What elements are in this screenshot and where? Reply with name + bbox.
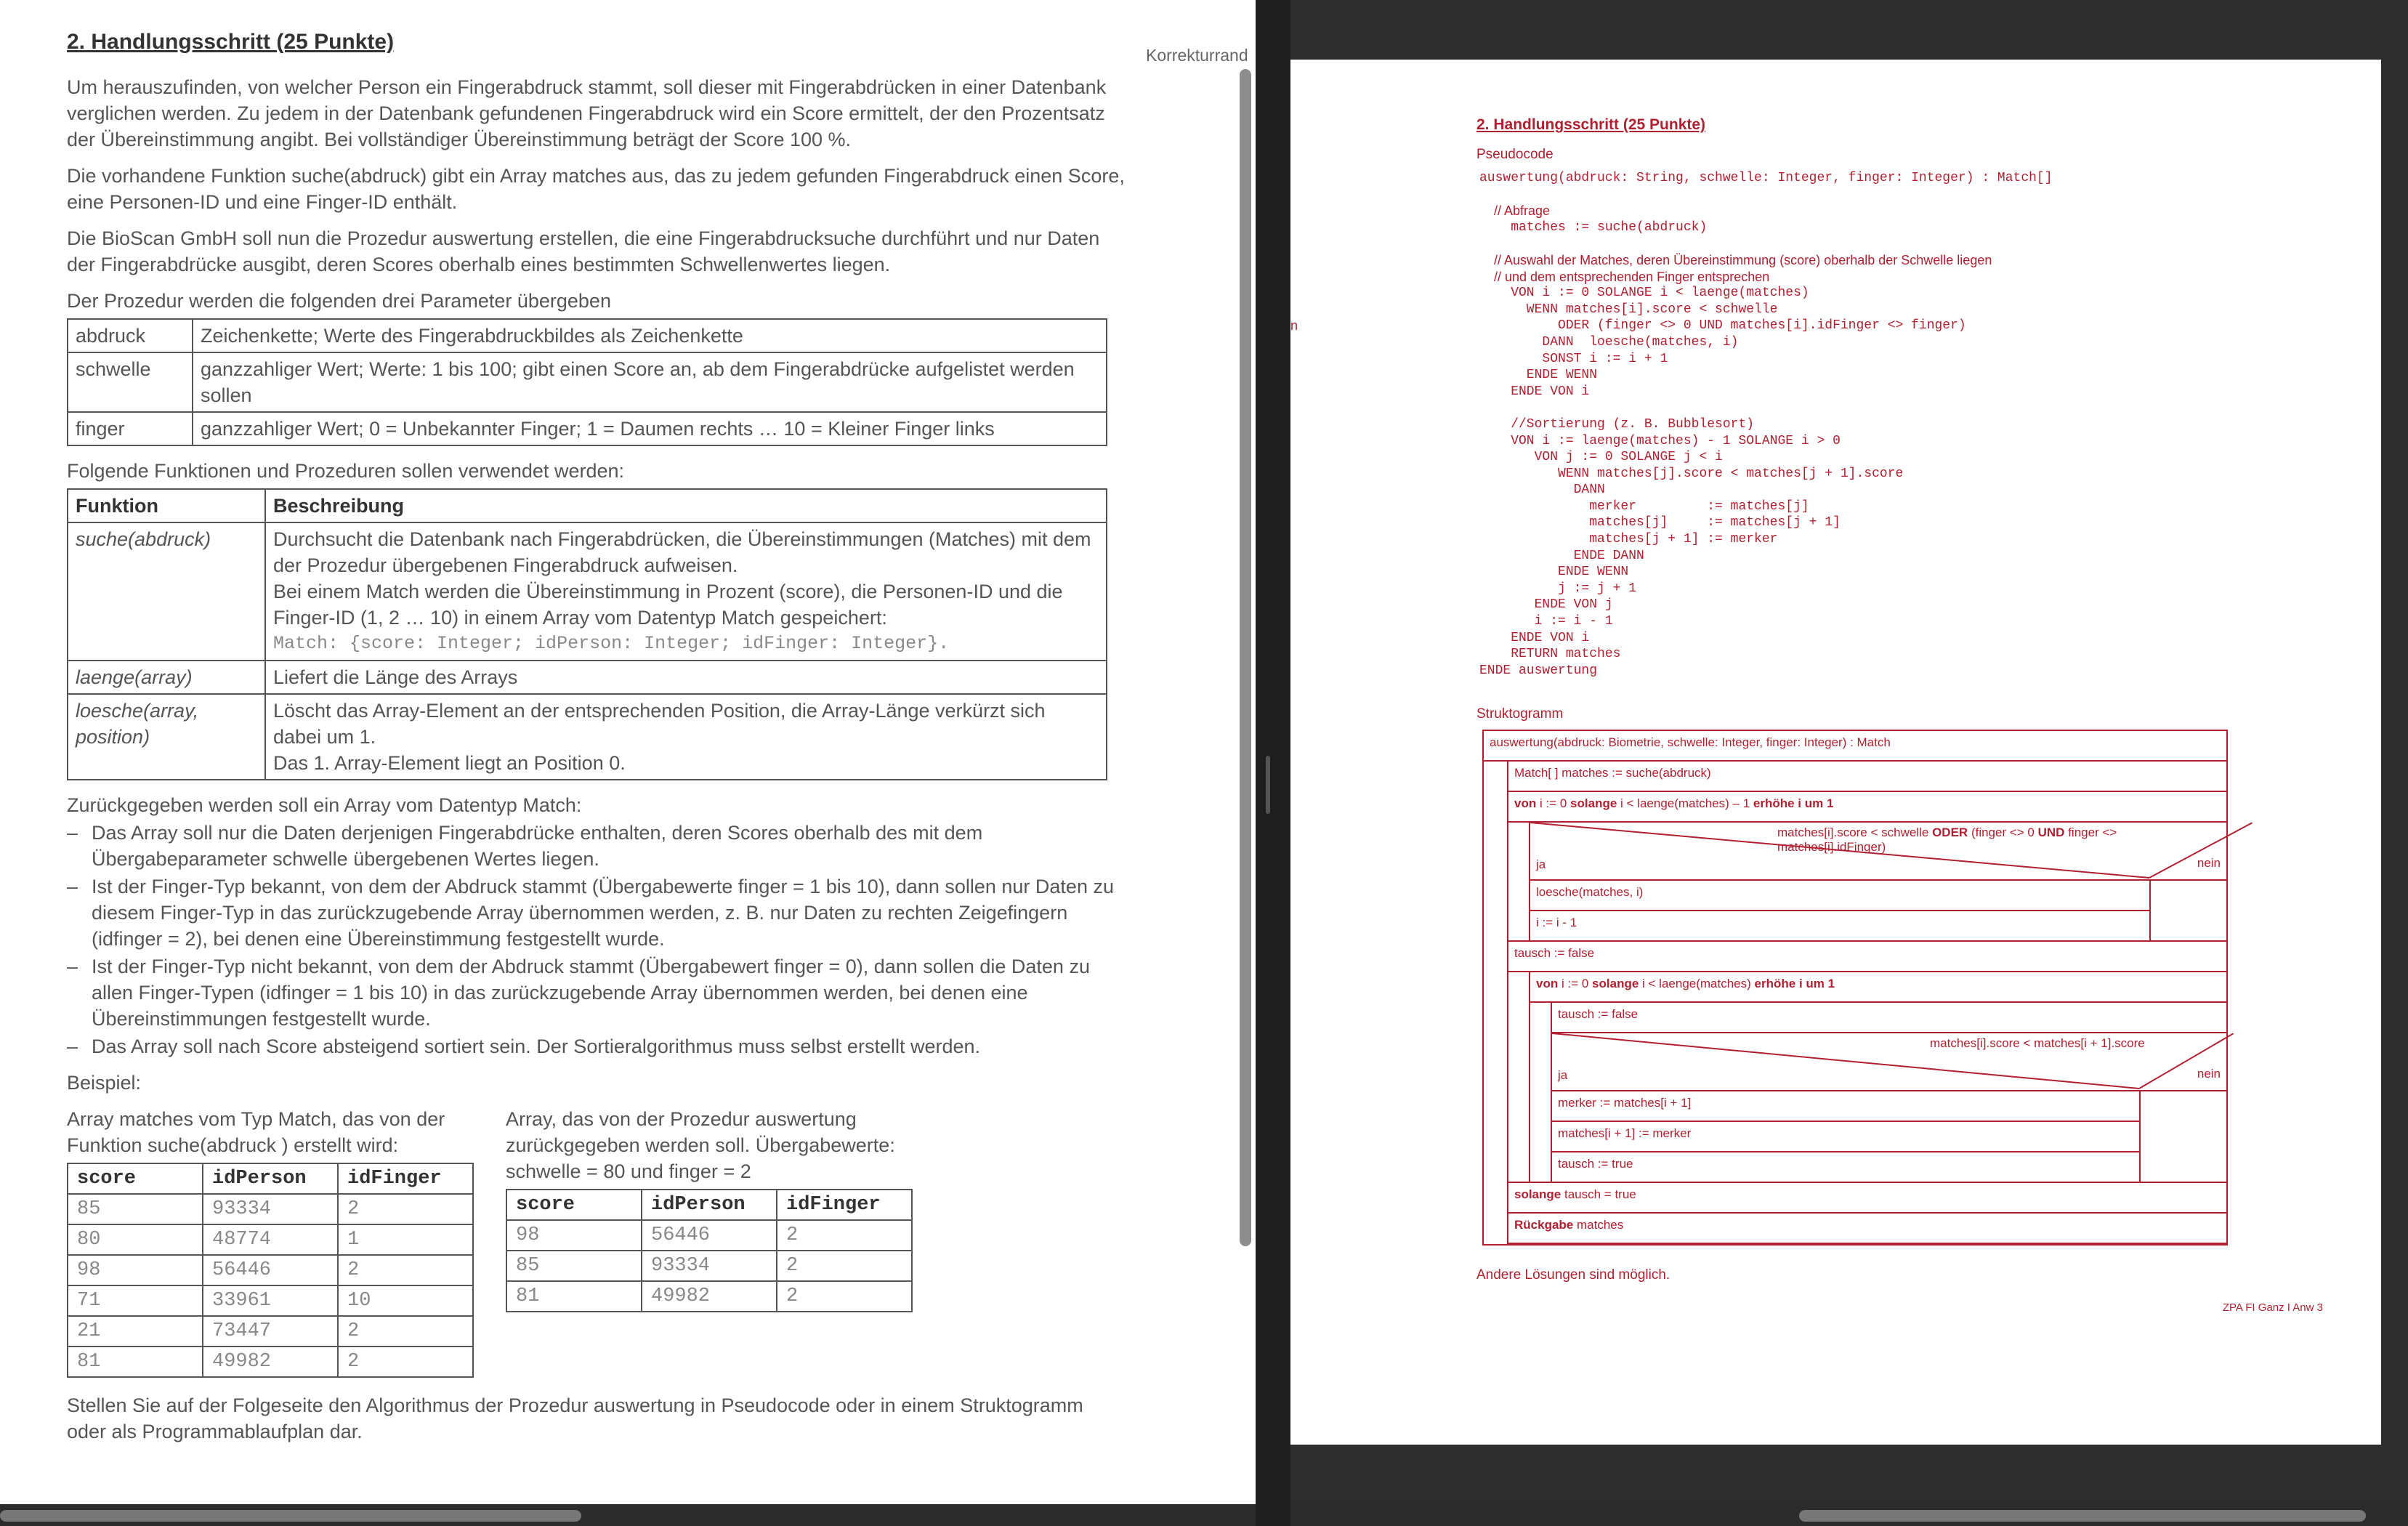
nsd-yes-branch-2: [1552, 1091, 2141, 1182]
nsd-loop1: [1508, 792, 2226, 823]
list-item: – Das Array soll nur die Daten derjenigen Fingerabdrücke enthalten, deren Scores oberhalb des mit dem Übergabeparameter schwelle übergebenen Wertes liegen.: [67, 820, 1128, 872]
other-solutions-note: Andere Lösungen sind möglich.: [1476, 1267, 1670, 1283]
params-intro: Der Prozedur werden die folgenden drei Parameter übergeben: [67, 290, 611, 312]
nsd-text: i < laenge(matches) – 1: [1620, 796, 1750, 811]
pseudocode-line: [1479, 235, 2283, 252]
nsd-text: i := 0: [1561, 977, 1589, 991]
nsd-loop1-body: [1529, 823, 2226, 940]
funcs-intro: Folgende Funktionen und Prozeduren sollen verwendet werden:: [67, 460, 624, 482]
pseudocode-line: VON i := 0 SOLANGE i < laenge(matches): [1479, 286, 1809, 301]
pseudocode-line: i := i - 1: [1479, 614, 1613, 629]
cell: 81: [68, 1347, 203, 1377]
cell: 49982: [203, 1347, 338, 1377]
cell: 2: [777, 1281, 912, 1312]
params-table: [67, 318, 1107, 446]
page-footer: ZPA FI Ganz I Anw 3: [2222, 1301, 2323, 1314]
pseudocode-line: ENDE auswertung: [1479, 663, 1598, 678]
nsd-keyword: erhöhe i um 1: [1753, 796, 1834, 811]
cell: 48774: [203, 1224, 338, 1255]
list-item: – Ist der Finger-Typ bekannt, von dem der Abdruck stammt (Übergabewerte finger = 1 bis 10), dann sollen nur Daten zu diesem Finger-Typ in das zurückzugebende Array übernommen werden, z. B. nur Daten zu rechten Zeigefingern (idfinger = 2), bei denen eine Übereinstimmung festgestellt wurde.: [67, 873, 1128, 952]
cell: 56446: [642, 1220, 777, 1251]
pseudocode-line: DANN loesche(matches, i): [1479, 334, 1739, 350]
decision-yes-label: ja: [1536, 857, 1546, 872]
nsd-text: (finger <> 0: [1971, 825, 2035, 840]
nsd-return: [1508, 1214, 2226, 1244]
nsd-keyword: Rückgabe: [1514, 1218, 1574, 1232]
column-header: Beschreibung: [265, 489, 1107, 522]
nsd-decision-1: [1530, 823, 2226, 881]
nsd-keyword: solange: [1592, 977, 1639, 991]
table-header-row: [68, 489, 1107, 522]
nsd-text: tausch = true: [1564, 1187, 1636, 1202]
functions-table: [67, 488, 1107, 780]
requirements-list: [67, 820, 1128, 1059]
cell: 2: [777, 1220, 912, 1251]
task-page: [67, 29, 1248, 1455]
cell: 85: [506, 1251, 642, 1281]
nsd-keyword: solange: [1514, 1187, 1561, 1202]
solution-content: [1476, 116, 2283, 1283]
function-desc: [265, 522, 1107, 661]
cell: 85: [68, 1194, 203, 1224]
cell: 98: [68, 1255, 203, 1285]
table-row: [68, 412, 1107, 445]
nsd-step: tausch := false: [1552, 1003, 2226, 1033]
pseudocode-line: RETURN matches: [1479, 647, 1621, 662]
nsd-step: matches[i + 1] := merker: [1552, 1122, 2139, 1152]
nsd-repeat-body: [1529, 972, 2226, 1182]
horizontal-scrollbar-thumb[interactable]: [1799, 1510, 2366, 1522]
divider-handle[interactable]: [1266, 756, 1270, 814]
pseudocode-line: DANN: [1479, 483, 1605, 498]
function-desc-text: Bei einem Match werden die Übereinstimmung in Prozent (score), die Personen-ID und die Finger-ID (1, 2 … 10) in einem Array vom Datentyp Match gespeichert:: [273, 581, 1063, 629]
cell: 2: [338, 1255, 473, 1285]
decision-no-label: nein: [2197, 1067, 2221, 1081]
pseudocode-line: matches[j] := matches[j + 1]: [1479, 515, 1841, 530]
pseudocode-line: WENN matches[j].score < matches[j + 1].score: [1479, 466, 1904, 481]
vertical-scrollbar[interactable]: [1240, 69, 1251, 1246]
pseudocode-line: merker := matches[j]: [1479, 498, 1809, 514]
list-item: – Das Array soll nach Score absteigend sortiert sein. Der Sortieralgorithmus muss selbst erstellt werden.: [67, 1033, 1128, 1059]
function-desc: Liefert die Länge des Arrays: [265, 661, 1107, 694]
table-row: [68, 694, 1107, 780]
list-item: – Ist der Finger-Typ nicht bekannt, von dem der Abdruck stammt (Übergabewert finger = 0), dann sollen die Daten zu allen Finger-Typen (idfinger = 1 bis 10) in das zurückzugebende Array übernommen werden, bei denen eine Übereinstimmungen festgestellt wurde.: [67, 953, 1128, 1032]
struktogramm: [1482, 730, 2228, 1246]
cell: 49982: [642, 1281, 777, 1312]
pseudocode-line: //Sortierung (z. B. Bubblesort): [1479, 416, 1755, 432]
column-header: idPerson: [203, 1163, 338, 1194]
pseudocode-line: auswertung(abdruck: String, schwelle: Integer, finger: Integer) : Match[]: [1479, 171, 2053, 185]
param-name: finger: [68, 412, 193, 445]
decision-yes-label: ja: [1558, 1068, 1568, 1083]
right-document-pane[interactable]: [1290, 0, 2408, 1526]
function-desc-text: Durchsucht die Datenbank nach Fingerabdrücken, die Übereinstimmungen (Matches) mit dem der Prozedur übergebenen Fingerabdruck aufweisen.: [273, 528, 1091, 576]
table-row: [68, 1255, 473, 1285]
decision-no-label: nein: [2197, 856, 2221, 871]
cell: 93334: [642, 1251, 777, 1281]
pseudocode-line: j := j + 1: [1479, 581, 1637, 596]
cell: 81: [506, 1281, 642, 1312]
column-header: Funktion: [68, 489, 265, 522]
match-type-code: Match: {score: Integer; idPerson: Integer; idFinger: Integer}.: [273, 633, 950, 654]
param-desc: ganzzahliger Wert; 0 = Unbekannter Finger; 1 = Daumen rechts … 10 = Kleiner Finger links: [193, 412, 1107, 445]
return-intro: Zurückgegeben werden soll ein Array vom Datentyp Match:: [67, 794, 582, 816]
pseudocode-line: ENDE DANN: [1479, 548, 1644, 563]
column-header: score: [68, 1163, 203, 1194]
column-header: idPerson: [642, 1190, 777, 1220]
pseudocode-line: // und dem entsprechenden Finger entsprechen: [1479, 269, 1770, 284]
pseudocode-line: matches[j + 1] := merker: [1479, 532, 1778, 547]
nsd-step: merker := matches[i + 1]: [1552, 1091, 2139, 1122]
solution-page: [1290, 60, 2381, 1445]
pseudocode-line: ENDE VON j: [1479, 597, 1613, 613]
example-caption: Array, das von der Prozedur auswertung zurückgegeben werden soll. Übergabewerte: schwelle = 80 und finger = 2: [506, 1108, 895, 1182]
cell: 98: [506, 1220, 642, 1251]
param-name: abdruck: [68, 319, 193, 352]
nsd-decision-2: [1552, 1033, 2226, 1091]
table-row: [506, 1220, 912, 1251]
table-header-row: [68, 1163, 473, 1194]
intro-paragraph-3: Die BioScan GmbH soll nun die Prozedur auswertung erstellen, die eine Fingerabdrucksuche durchführt und nur Daten der Fingerabdrücke ausgibt, deren Scores oberhalb eines bestimmten Schwellenwertes liegen.: [67, 227, 1100, 275]
nsd-loop2: [1530, 972, 2226, 1003]
example-label: Beispiel:: [67, 1072, 142, 1094]
margin-note: Korrekturrand: [1146, 46, 1248, 65]
cell: 80: [68, 1224, 203, 1255]
table-row: [68, 1316, 473, 1347]
nsd-keyword: erhöhe i um 1: [1754, 977, 1835, 991]
pseudocode-line: ODER (finger <> 0 UND matches[i].idFinger <> finger): [1479, 318, 1966, 334]
nsd-header: auswertung(abdruck: Biometrie, schwelle: Integer, finger: Integer) : Match: [1484, 731, 2226, 762]
pseudocode-line: SONST i := i + 1: [1479, 351, 1668, 366]
table-header-row: [506, 1190, 912, 1220]
example-input: [67, 1106, 474, 1378]
example-output: [506, 1106, 913, 1312]
pseudocode-block: [1479, 170, 2283, 679]
examples: [67, 1106, 1128, 1378]
nsd-loop2-body: [1551, 1003, 2226, 1182]
closing-paragraph: Stellen Sie auf der Folgeseite den Algorithmus der Prozedur auswertung in Pseudocode oder in einem Struktogramm oder als Programmablaufplan dar.: [67, 1394, 1083, 1442]
function-name: suche(abdruck): [68, 522, 265, 661]
table-row: [68, 661, 1107, 694]
nsd-keyword: ODER: [1932, 825, 1968, 840]
cell: 71: [68, 1285, 203, 1316]
nsd-text: finger <> matches[i].idFinger): [1777, 825, 2117, 855]
function-name: loesche(array, position): [68, 694, 265, 780]
table-row: [68, 319, 1107, 352]
function-name: laenge(array): [68, 661, 265, 694]
pane-divider[interactable]: [1256, 0, 1290, 1526]
pseudocode-line: VON i := laenge(matches) - 1 SOLANGE i > 0: [1479, 433, 1841, 448]
table-row: [68, 352, 1107, 412]
nsd-body: [1507, 762, 2226, 1244]
table-row: [506, 1281, 912, 1312]
cell: 2: [338, 1316, 473, 1347]
nsd-step: tausch := true: [1558, 1157, 1633, 1171]
horizontal-scrollbar-track[interactable]: [0, 1504, 1256, 1526]
pseudocode-line: VON j := 0 SOLANGE j < i: [1479, 450, 1723, 465]
table-row: [68, 1194, 473, 1224]
function-desc-text: Das 1. Array-Element liegt an Position 0.: [273, 752, 626, 774]
cell: 2: [338, 1194, 473, 1224]
nsd-yes-branch-1: [1530, 881, 2151, 940]
intro-paragraph-2: Die vorhandene Funktion suche(abdruck) gibt ein Array matches aus, das zu jedem gefunden Fingerabdruck einen Score, eine Personen-ID und eine Finger-ID enthält.: [67, 165, 1125, 213]
pseudocode-line: [1479, 187, 2283, 203]
column-header: idFinger: [777, 1190, 912, 1220]
cell: 2: [338, 1347, 473, 1377]
horizontal-scrollbar-track[interactable]: [1290, 1504, 2408, 1526]
column-header: idFinger: [338, 1163, 473, 1194]
function-desc: [265, 694, 1107, 780]
table-row: [68, 1285, 473, 1316]
nsd-until: [1508, 1182, 2226, 1214]
table-row: [68, 1224, 473, 1255]
pseudocode-line: // Abfrage: [1479, 203, 1551, 219]
cell: 10: [338, 1285, 473, 1316]
function-desc-text: Löscht das Array-Element an der entsprechenden Position, die Array-Länge verkürzt sich dabei um 1.: [273, 700, 1046, 748]
nsd-keyword: UND: [2037, 825, 2065, 840]
edge-mark: n: [1290, 318, 1298, 333]
nsd-step: i := i - 1: [1536, 916, 1577, 930]
solution-heading: 2. Handlungsschritt (25 Punkte): [1476, 116, 1706, 133]
nsd-text: matches[i].score < schwelle: [1777, 825, 1929, 840]
pseudocode-line: // Auswahl der Matches, deren Übereinstimmung (score) oberhalb der Schwelle liegen: [1479, 252, 1992, 267]
pseudocode-label: Pseudocode: [1476, 147, 1554, 162]
pseudocode-line: ENDE WENN: [1479, 368, 1598, 383]
nsd-step: loesche(matches, i): [1530, 881, 2149, 911]
input-matches-table: [67, 1163, 474, 1378]
nsd-keyword: von: [1536, 977, 1559, 991]
cell: 56446: [203, 1255, 338, 1285]
pseudocode-line: [1479, 400, 2283, 416]
pseudocode-line: ENDE VON i: [1479, 630, 1590, 645]
task-heading: 2. Handlungsschritt (25 Punkte): [67, 30, 395, 54]
intro-paragraph-1: Um herauszufinden, von welcher Person ein Fingerabdruck stammt, soll dieser mit Fingerabdrücken in einer Datenbank verglichen werden. Zu jedem in der Datenbank gefundenen Fingerabdruck wird ein Score ermittelt, der den Prozentsatz der Übereinstimmung angibt. Bei vollständiger Übereinstimmung beträgt der Score 100 %.: [67, 76, 1107, 150]
table-row: [68, 1347, 473, 1377]
cell: 93334: [203, 1194, 338, 1224]
param-desc: ganzzahliger Wert; Werte: 1 bis 100; gibt einen Score an, ab dem Fingerabdrücke aufgelistet werden sollen: [193, 352, 1107, 412]
decision-condition: [1777, 825, 2226, 855]
decision-condition: matches[i].score < matches[i + 1].score: [1930, 1036, 2145, 1051]
param-desc: Zeichenkette; Werte des Fingerabdruckbildes als Zeichenkette: [193, 319, 1107, 352]
nsd-keyword: von: [1514, 796, 1537, 811]
column-header: score: [506, 1190, 642, 1220]
cell: 33961: [203, 1285, 338, 1316]
pseudocode-line: WENN matches[i].score < schwelle: [1479, 302, 1778, 317]
cell: 73447: [203, 1316, 338, 1347]
nsd-tausch-init: tausch := false: [1508, 940, 2226, 972]
horizontal-scrollbar-thumb[interactable]: [0, 1510, 581, 1522]
param-name: schwelle: [68, 352, 193, 412]
pseudocode-line: ENDE WENN: [1479, 565, 1629, 580]
cell: 21: [68, 1316, 203, 1347]
nsd-text: i < laenge(matches): [1642, 977, 1751, 991]
nsd-init: Match[ ] matches := suche(abdruck): [1508, 762, 2226, 792]
nsd-text: i := 0: [1539, 796, 1567, 811]
example-caption: Array matches vom Typ Match, das von der Funktion suche(abdruck ) erstellt wird:: [67, 1108, 445, 1156]
pseudocode-line: ENDE VON i: [1479, 384, 1590, 399]
cell: 2: [777, 1251, 912, 1281]
struktogramm-label: Struktogramm: [1476, 706, 1564, 722]
nsd-text: matches: [1576, 1218, 1624, 1232]
output-matches-table: [506, 1189, 913, 1312]
pseudocode-line: matches := suche(abdruck): [1479, 219, 1708, 235]
table-row: [68, 522, 1107, 661]
cell: 1: [338, 1224, 473, 1255]
table-row: [506, 1251, 912, 1281]
nsd-keyword: solange: [1570, 796, 1617, 811]
